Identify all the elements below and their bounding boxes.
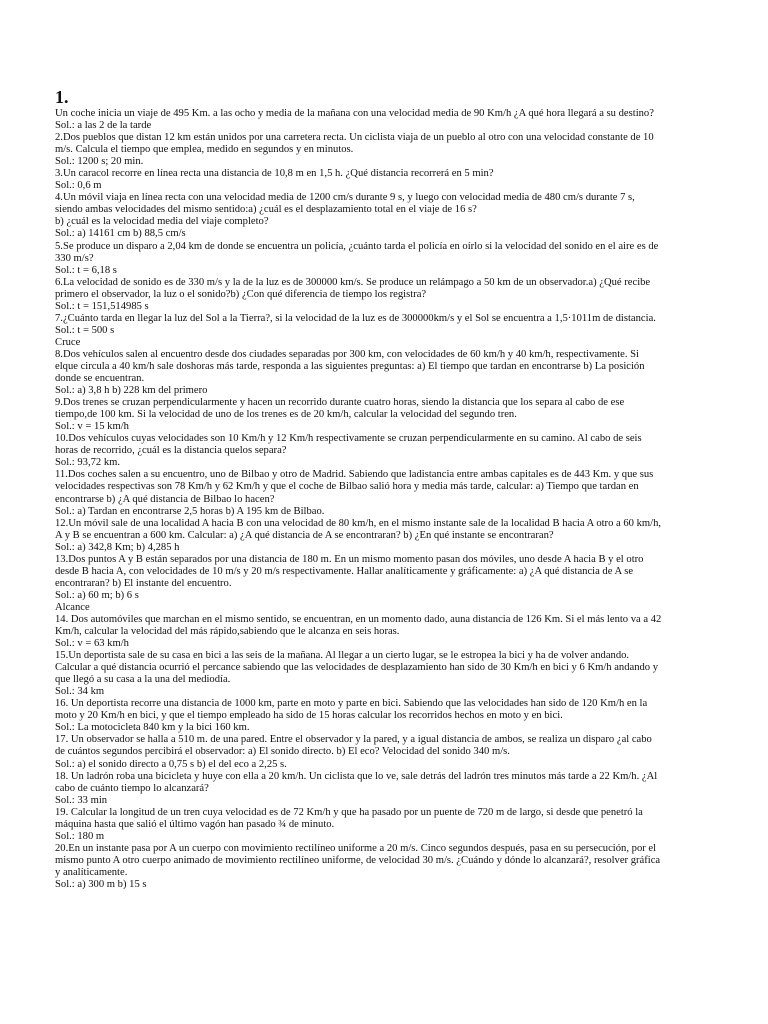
problem-statement: 5.Se produce un disparo a 2,04 km de donde se encuentra un policía, ¿cuánto tarda el policía en oírlo si la velocidad del sonido en el aire es de [55,240,659,252]
text-line: encontraran? b) El instante del encuentro. [55,577,232,589]
problem-statement: 20.En un instante pasa por A un cuerpo con movimiento rectilíneo uniforme a 20 m/s. Cinco segundos después, pasa en su persecución, por el [55,842,657,854]
text-line: de cuántos segundos percibirá el observador: a) El sonido directo. b) El eco? Velocidad del sonido 340 m/s. [55,746,510,758]
solution-line: Sol.: La motocicleta 840 km y la bici 160 km. [55,722,250,734]
solution-line: Sol.: v = 15 km/h [55,421,129,433]
solution-line: Sol.: 33 min [55,794,108,806]
document-page [55,86,720,891]
solution-line: Sol.: a) 60 m; b) 6 s [55,589,139,601]
text-line: Km/h, calcular la velocidad del más rápido,sabiendo que le alcanza en seis horas. [55,626,400,638]
solution-line: Sol.: v = 63 km/h [55,638,129,650]
text-line: donde se encuentran. [55,373,145,385]
text-line: encontrarse b) ¿A qué distancia de Bilbao lo hacen? [55,493,275,505]
text-line: primero el observador, la luz o el sonido?b) ¿Con qué diferencia de tiempo los registra? [55,288,427,300]
problem-statement: 10.Dos vehículos cuyas velocidades son 10 Km/h y 12 Km/h respectivamente se cruzan perpendicularmente en su camino. Al cabo de seis [55,433,642,445]
solution-line: Sol.: a) el sonido directo a 0,75 s b) el del eco a 2,25 s. [55,758,287,770]
text-line: horas de recorrido, ¿cuál es la distancia quelos separa? [55,445,287,457]
problem-statement: 3.Un caracol recorre en línea recta una distancia de 10,8 m en 1,5 h. ¿Qué distancia recorrerá en 5 min? [55,168,494,180]
text-line: tiempo,de 100 km. Si la velocidad de uno de los trenes es de 20 km/h, calcular la velocidad del segundo tren. [55,409,517,421]
solution-line: Sol.: t = 500 s [55,324,115,336]
solution-line: Sol.: 34 km [55,686,105,698]
problem-statement: 4.Un móvil viaja en línea recta con una velocidad media de 1200 cm/s durante 9 s, y luego con velocidad media de 480 cm/s durante 7 s, [55,192,635,204]
solution-line: Sol.: 0,6 m [55,180,102,192]
text-line: m/s. Calcula el tiempo que emplea, medido en segundos y en minutos. [55,144,354,156]
text-line: velocidades respectivas son 78 Km/h y 62 Km/h y que el coche de Bilbao salió hora y media más tarde, calcular: a) Tiempo que tardan en [55,481,639,493]
solution-line: Sol.: 180 m [55,830,105,842]
text-line: b) ¿cuál es la velocidad media del viaje completo? [55,216,269,228]
text-line: cabo de cuánto tiempo lo alcanzará? [55,782,209,794]
solution-line: Sol.: a) 14161 cm b) 88,5 cm/s [55,228,186,240]
problem-statement: 2.Dos pueblos que distan 12 km están unidos por una carretera recta. Un ciclista viaja de un pueblo al otro con una velocidad constante de 10 [55,132,654,144]
problem-statement: 8.Dos vehículos salen al encuentro desde dos ciudades separadas por 300 km, con velocidades de 60 km/h y 40 km/h, respectivamente. Si [55,348,639,360]
page-heading: 1. [55,87,69,107]
text-line: moto y 20 Km/h en bici, y que el tiempo empleado ha sido de 15 horas calcular los recorridos hechos en moto y en bici. [55,710,563,722]
solution-line: Sol.: 93,72 km. [55,457,121,469]
text-line: máquina hasta que salió el último vagón han pasado ¾ de minuto. [55,818,335,830]
problem-statement: 17. Un observador se halla a 510 m. de una pared. Entre el observador y la pared, y a igual distancia de ambos, se realiza un disparo ¿al cabo [55,734,652,746]
solution-line: Sol.: a) 342,8 Km; b) 4,285 h [55,541,180,553]
problem-statement: 7.¿Cuánto tarda en llegar la luz del Sol a la Tierra?, si la velocidad de la luz es de 300000km/s y el Sol se encuentra a 1,5·1011m de distancia. [55,312,656,324]
text-line: Un coche inicia un viaje de 495 Km. a las ocho y media de la mañana con una velocidad media de 90 Km/h ¿A qué hora llegará a su destino? [55,108,654,119]
section-label: Cruce [55,336,81,348]
solution-line: Sol.: 1200 s; 20 min. [55,156,144,168]
solution-line: Sol.: t = 6,18 s [55,264,117,276]
problem-statement: 9.Dos trenes se cruzan perpendicularmente y hacen un recorrido durante cuatro horas, siendo la distancia que los separa al cabo de ese [55,397,625,409]
problem-statement: 13.Dos puntos A y B están separados por una distancia de 180 m. En un mismo momento pasan dos móviles, uno desde A hacia B y el otro [55,553,644,565]
problem-statement: 18. Un ladrón roba una bicicleta y huye con ella a 20 km/h. Un ciclista que lo ve, sale detrás del ladrón tres minutos más tarde a 22 Km/h. ¿Al [55,770,658,782]
text-line: siendo ambas velocidades del mismo sentido:a) ¿cuál es el desplazamiento total en el viaje de 16 s? [55,204,477,216]
section-label: Alcance [55,601,90,613]
problem-statement: 11.Dos coches salen a su encuentro, uno de Bilbao y otro de Madrid. Sabiendo que ladistancia entre ambas capitales es de 443 Km. y que sus [55,469,654,481]
problem-statement: 330 m/s? [55,252,94,264]
problem-statement: 19. Calcular la longitud de un tren cuya velocidad es de 72 Km/h y que ha pasado por un puente de 720 m de largo, si desde que penetró la [55,806,643,818]
problem-statement: 15.Un deportista sale de su casa en bici a las seis de la mañana. Al llegar a un cierto lugar, se le estropea la bici y ha de volver andando. [55,650,630,662]
problem-statement: 12.Un móvil sale de una localidad A hacia B con una velocidad de 80 km/h, en el mismo instante sale de la localidad B hacia A otro a 60 km/h, [55,517,662,529]
text-line: A y B se encuentran a 600 km. Calcular: a) ¿A qué distancia de A se encontraran? b) ¿En qué instante se encontraran? [55,529,554,541]
solution-line: Sol.: t = 151,514985 s [55,300,149,312]
problem-statement: 14. Dos automóviles que marchan en el mismo sentido, se encuentran, en un momento dado, auna distancia de 126 Km. Si el más lento va a 42 [55,613,662,625]
text-line: que llegó a su casa a la una del mediodía. [55,674,231,686]
problem-statement: 16. Un deportista recorre una distancia de 1000 km, parte en moto y parte en bici. Sabiendo que las velocidades han sido de 120 Km/h en la [55,698,648,710]
solution-line: Sol.: a) 300 m b) 15 s [55,879,147,890]
problem-text [55,108,720,891]
text-line: desde B hacia A, con velocidades de 10 m/s y 20 m/s respectivamente. Hallar analíticamente y gráficamente: a) ¿A qué distancia de A se [55,565,634,577]
text-line: mismo punto A otro cuerpo animado de movimiento rectilíneo uniforme, de velocidad 30 m/s. ¿Cuándo y dónde lo alcanzará?, resolver gráfica [55,854,661,866]
solution-line: Sol.: a) 3,8 h b) 228 km del primero [55,385,208,397]
text-line: Calcular a qué distancia ocurrió el percance sabiendo que las velocidades de desplazamiento han sido de 30 Km/h en bici y 6 Km/h andando y [55,662,659,674]
text-line: y analíticamente. [55,866,128,878]
text-line: elque circula a 40 km/h sale doshoras más tarde, responda a las siguientes preguntas: a) El tiempo que tardan en encontrarse b) La posición [55,360,645,372]
solution-line: Sol.: a) Tardan en encontrarse 2,5 horas b) A 195 km de Bilbao. [55,505,325,517]
solution-line: Sol.: a las 2 de la tarde [55,120,152,132]
problem-statement: 6.La velocidad de sonido es de 330 m/s y la de la luz es de 300000 km/s. Se produce un relámpago a 50 km de un observador.a) ¿Qué recibe [55,276,651,288]
